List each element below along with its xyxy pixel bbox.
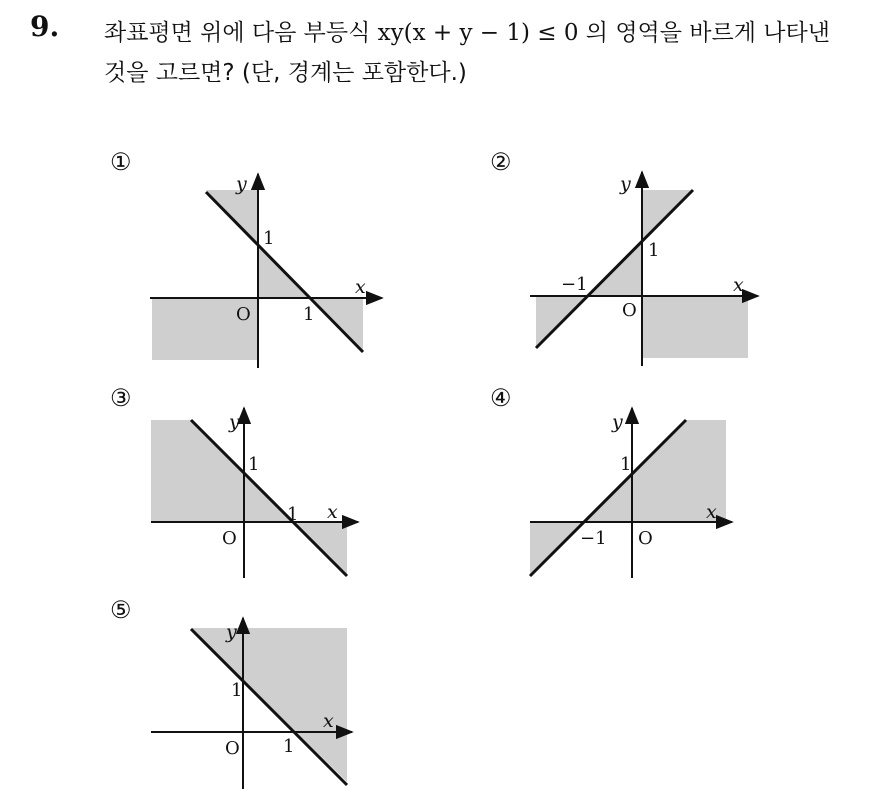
x-tick-label-3: 1: [287, 504, 299, 525]
origin-label-3: O: [222, 528, 237, 549]
x-tick-label-1: 1: [303, 304, 315, 325]
origin-label-1: O: [236, 304, 251, 325]
y-axis-label-3: y: [229, 411, 240, 433]
question-text-line2: 것을 고르면? (단, 경계는 포함한다.): [104, 60, 467, 86]
graph-2[interactable]: [530, 172, 758, 366]
x-axis-label-3: x: [327, 501, 338, 523]
y-tick-label-1: 1: [263, 228, 275, 249]
shaded-region-4a: [584, 420, 726, 522]
shaded-region-3a: [151, 420, 294, 522]
graph-4[interactable]: [530, 408, 732, 578]
y-axis-label-4: y: [612, 411, 623, 433]
y-axis-label-1: y: [236, 173, 247, 195]
x-axis-label-4: x: [706, 501, 717, 523]
question-text-after: 의 영역을 바르게 나타낸: [578, 20, 830, 46]
x-tick-label-2: −1: [561, 274, 588, 295]
choice-marker-2[interactable]: ②: [490, 148, 512, 176]
y-axis-label-2: y: [620, 173, 631, 195]
y-tick-label-2: 1: [648, 240, 660, 261]
choice-marker-4[interactable]: ④: [490, 384, 512, 412]
origin-label-5: O: [225, 738, 240, 759]
y-tick-label-3: 1: [248, 454, 260, 475]
shaded-region-2d: [642, 296, 748, 358]
origin-label-2: O: [622, 300, 637, 321]
choice-marker-3[interactable]: ③: [110, 384, 132, 412]
graph-1[interactable]: [150, 173, 382, 368]
x-axis-label-1: x: [355, 276, 366, 298]
x-tick-label-4: −1: [580, 528, 607, 549]
y-tick-label-4: 1: [620, 454, 632, 475]
choice-marker-5[interactable]: ⑤: [110, 596, 132, 624]
inequality: xy(x + y − 1) ≤ 0: [377, 20, 579, 46]
question-number: 9.: [30, 10, 60, 43]
choice-marker-1[interactable]: ①: [110, 148, 132, 176]
graph-5[interactable]: [151, 618, 352, 789]
graph-3[interactable]: [151, 408, 358, 578]
origin-label-4: O: [638, 528, 653, 549]
y-axis-label-5: y: [226, 621, 237, 643]
y-tick-label-5: 1: [231, 680, 243, 701]
x-axis-label-5: x: [323, 710, 334, 732]
x-axis-label-2: x: [733, 274, 744, 296]
x-tick-label-5: 1: [283, 736, 295, 757]
question-text-before: 좌표평면 위에 다음 부등식: [104, 20, 378, 46]
